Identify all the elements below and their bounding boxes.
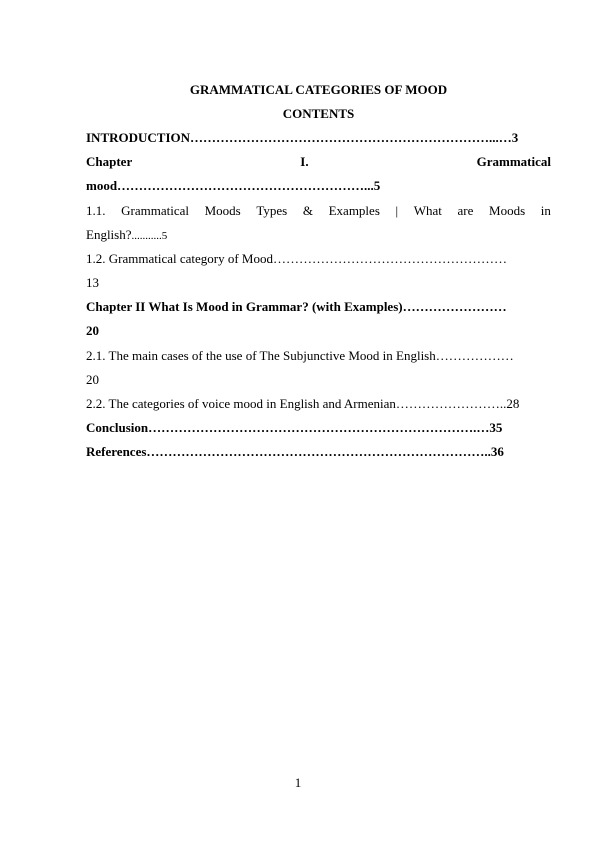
- toc-word: Moods: [204, 203, 241, 218]
- toc-leader: ...........5: [131, 230, 168, 242]
- toc-entry-references: References……………………………………………………………………..36: [86, 444, 504, 459]
- toc-entry-introduction: INTRODUCTION……………………………………………………………...…3: [86, 130, 519, 145]
- toc-word: Grammatical: [476, 154, 551, 169]
- toc-word: 1.1.: [86, 203, 106, 218]
- page-number: 1: [294, 775, 302, 790]
- toc-word: in: [540, 203, 551, 218]
- toc-word: Examples: [328, 203, 380, 218]
- toc-word: |: [395, 203, 399, 218]
- toc-word: Moods: [489, 203, 526, 218]
- toc-word: I.: [300, 154, 309, 169]
- toc-entry-section-2-2: 2.2. The categories of voice mood in English and Armenian……………………..28: [86, 396, 520, 411]
- toc-text: English?: [86, 227, 132, 242]
- toc-word: are: [457, 203, 474, 218]
- toc-entry-section-1-2: 1.2. Grammatical category of Mood………………………………………………: [86, 251, 507, 266]
- toc-entry-section-2-1-page: 20: [86, 372, 99, 387]
- document-title: GRAMMATICAL CATEGORIES OF MOOD: [189, 82, 448, 97]
- toc-word: &: [302, 203, 313, 218]
- toc-word: What: [413, 203, 442, 218]
- toc-entry-section-1-2-page: 13: [86, 275, 99, 290]
- toc-entry-chapter-2-page: 20: [86, 323, 99, 338]
- toc-entry-conclusion: Conclusion………………………………………………………………….…35: [86, 420, 503, 435]
- toc-word: Grammatical: [121, 203, 189, 218]
- toc-entry-chapter-1: [86, 154, 551, 170]
- toc-word: Types: [256, 203, 288, 218]
- toc-entry-chapter-1-cont: mood…………………………………………………...5: [86, 178, 381, 193]
- toc-word: Chapter: [86, 154, 133, 169]
- toc-entry-section-1-1-cont: [86, 227, 551, 244]
- contents-heading: CONTENTS: [282, 106, 355, 121]
- toc-entry-section-2-1: 2.1. The main cases of the use of The Subjunctive Mood in English………………: [86, 348, 514, 363]
- toc-entry-section-1-1: [86, 203, 551, 219]
- toc-entry-chapter-2: Chapter II What Is Mood in Grammar? (with Examples)……………………: [86, 299, 507, 314]
